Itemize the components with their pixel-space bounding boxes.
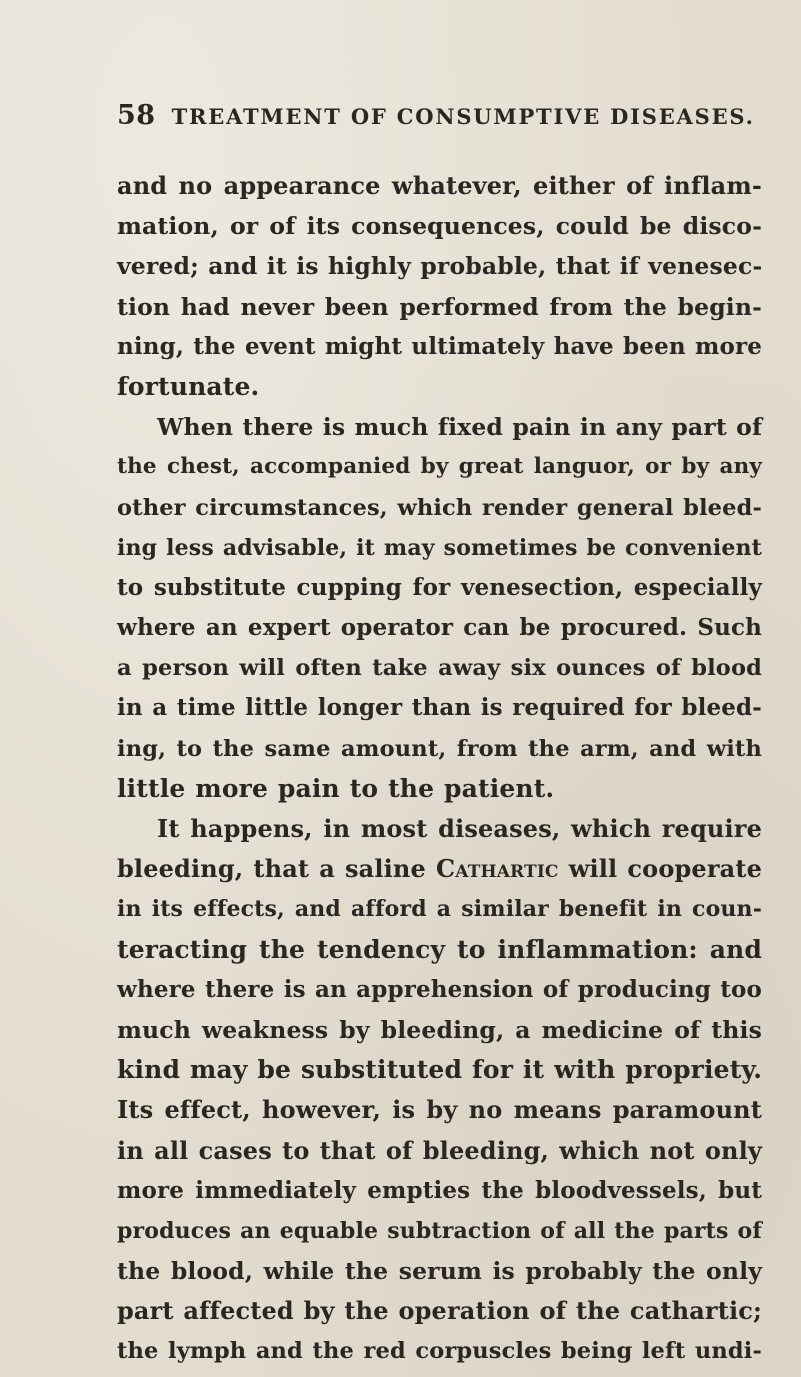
text-line: mation, or of its consequences, could be disco- bbox=[117, 212, 762, 241]
text-line: more immediately empties the bloodvessels, but bbox=[117, 1176, 762, 1204]
text-line: in all cases to that of bleeding, which not only bbox=[117, 1135, 762, 1165]
text-line: and no appearance whatever, either of inflam- bbox=[117, 171, 762, 200]
text-line-paragraph-start: It happens, in most diseases, which require bbox=[157, 814, 762, 843]
text-line: a person will often take away six ounces of blood bbox=[117, 655, 762, 682]
text-line: vered; and it is highly probable, that if venesec- bbox=[117, 252, 763, 281]
text-line: ing, to the same amount, from the arm, and with bbox=[117, 735, 762, 762]
text-line: much weakness by bleeding, a medicine of this bbox=[117, 1015, 762, 1044]
text-segment: bleeding, that a saline bbox=[117, 854, 426, 884]
text-line: where an expert operator can be procured. Such bbox=[117, 614, 762, 642]
text-line: produces an equable subtraction of all the parts of bbox=[117, 1217, 762, 1244]
text-line: other circumstances, which render general bleed- bbox=[117, 494, 762, 521]
text-line: in its effects, and afford a similar benefit in coun- bbox=[117, 896, 762, 923]
text-line: the chest, accompanied by great languor, or by any bbox=[117, 454, 762, 480]
text-line: fortunate. bbox=[117, 371, 260, 401]
small-caps-term: Cathartic bbox=[436, 854, 559, 884]
text-line: ning, the event might ultimately have been more bbox=[117, 332, 762, 360]
text-line: Its effect, however, is by no means paramount bbox=[117, 1095, 762, 1125]
text-line: in a time little longer than is required for bleed- bbox=[117, 694, 762, 722]
body-text bbox=[117, 166, 762, 1372]
text-line: the lymph and the red corpuscles being left undi- bbox=[117, 1338, 762, 1365]
text-line: to substitute cupping for venesection, especially bbox=[117, 573, 762, 601]
text-line-with-small-caps bbox=[117, 849, 762, 889]
page-number: 58 bbox=[117, 100, 156, 131]
running-title: TREATMENT OF CONSUMPTIVE DISEASES. bbox=[171, 104, 755, 129]
text-line: the blood, while the serum is probably the only bbox=[117, 1257, 762, 1286]
running-head bbox=[117, 100, 757, 131]
text-line: kind may be substituted for it with propriety. bbox=[117, 1055, 763, 1085]
text-line: where there is an apprehension of producing too bbox=[117, 975, 762, 1003]
text-line: tion had never been performed from the begin- bbox=[117, 292, 762, 321]
text-line: little more pain to the patient. bbox=[117, 773, 555, 803]
text-line: ing less advisable, it may sometimes be convenient bbox=[117, 534, 762, 561]
text-line: part affected by the operation of the cathartic; bbox=[117, 1296, 762, 1326]
text-line-paragraph-start: When there is much fixed pain in any part of bbox=[157, 413, 763, 442]
text-segment: will cooperate bbox=[568, 854, 762, 884]
text-line: teracting the tendency to inflammation: and bbox=[117, 934, 762, 964]
